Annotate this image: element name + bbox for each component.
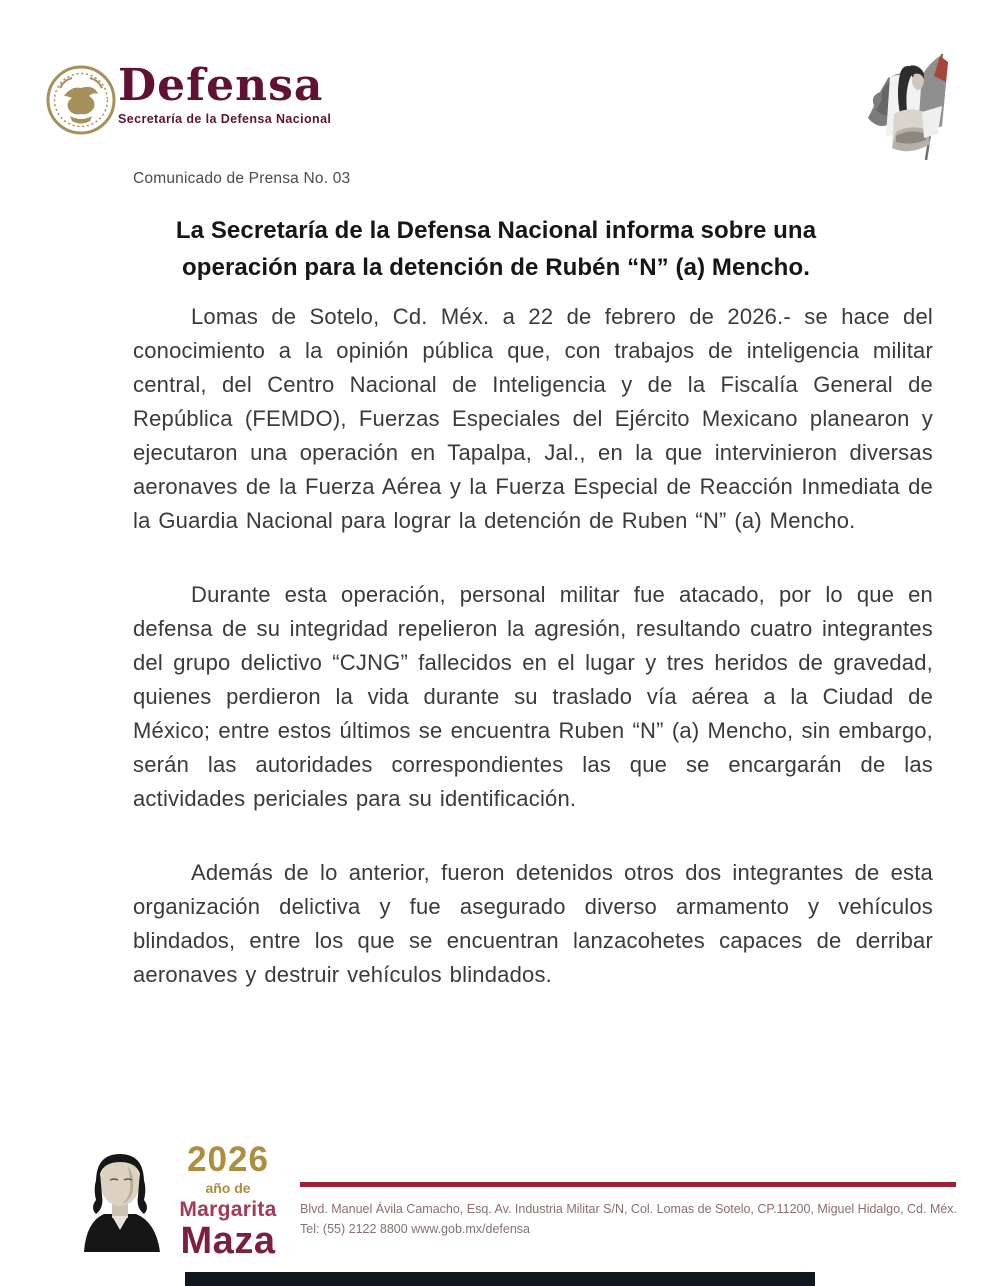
document-body	[133, 300, 933, 1032]
flag-bearer-illustration-icon	[830, 48, 958, 171]
address-line-1: Blvd. Manuel Ávila Camacho, Esq. Av. Industria Militar S/N, Col. Lomas de Sotelo, CP.11200, Miguel Hidalgo, Cd. Méx.	[300, 1202, 958, 1216]
paragraph-2: Durante esta operación, personal militar fue atacado, por lo que en defensa de su integridad repelieron la agresión, resultando cuatro integrantes del grupo delictivo “CJNG” fallecidos en el lugar y tres heridos de gravedad, quienes perdieron la vida durante su traslado vía aérea a la Ciudad de México; entre estos últimos se encuentra Ruben “N” (a) Mencho, sin embargo, serán las autoridades correspondientes las que se encargarán de las actividades periciales para su identificación.	[133, 582, 933, 811]
paragraph-3: Además de lo anterior, fueron detenidos otros dos integrantes de esta organización delictiva y fue asegurado diverso armamento y vehículos blindados, entre los que se encuentran lanzacohetes capaces de derribar aeronaves y destruir vehículos blindados.	[133, 860, 933, 987]
address-line-2: Tel: (55) 2122 8800 www.gob.mx/defensa	[300, 1222, 530, 1236]
footer-divider	[300, 1182, 956, 1187]
year-number: 2026	[187, 1140, 269, 1179]
brand-subtitle: Secretaría de la Defensa Nacional	[118, 112, 332, 126]
brand-wordmark: Defensa	[118, 60, 324, 111]
document-title	[96, 212, 896, 286]
brand-block	[118, 62, 331, 126]
honoree-last-name: Maza	[180, 1220, 276, 1262]
paragraph-1: Lomas de Sotelo, Cd. Méx. a 22 de febrero de 2026.- se hace del conocimiento a la opinión pública que, con trabajos de inteligencia militar central, del Centro Nacional de Inteligencia y de la Fiscalía General de República (FEMDO), Fuerzas Especiales del Ejército Mexicano planearon y ejecutaron una operación en Tapalpa, Jal., en la que intervinieron diversas aeronaves de la Fuerza Aérea y la Fuerza Especial de Reacción Inmediata de la Guardia Nacional para lograr la detención de Ruben “N” (a) Mencho.	[133, 304, 933, 533]
year-prefix: año de	[205, 1180, 251, 1196]
footer-address	[300, 1199, 960, 1239]
press-release-number: Comunicado de Prensa No. 03	[133, 170, 351, 187]
header	[0, 0, 992, 170]
title-line-1: La Secretaría de la Defensa Nacional informa sobre una	[175, 217, 817, 244]
honoree-first-name: Margarita	[179, 1198, 277, 1221]
bottom-edge-bar	[185, 1272, 815, 1286]
year-emblem	[168, 1142, 288, 1260]
title-line-2: operación para la detención de Rubén “N” (a) Mencho.	[182, 254, 810, 281]
defensa-seal-icon	[44, 56, 118, 153]
margarita-maza-portrait-icon	[70, 1138, 170, 1257]
